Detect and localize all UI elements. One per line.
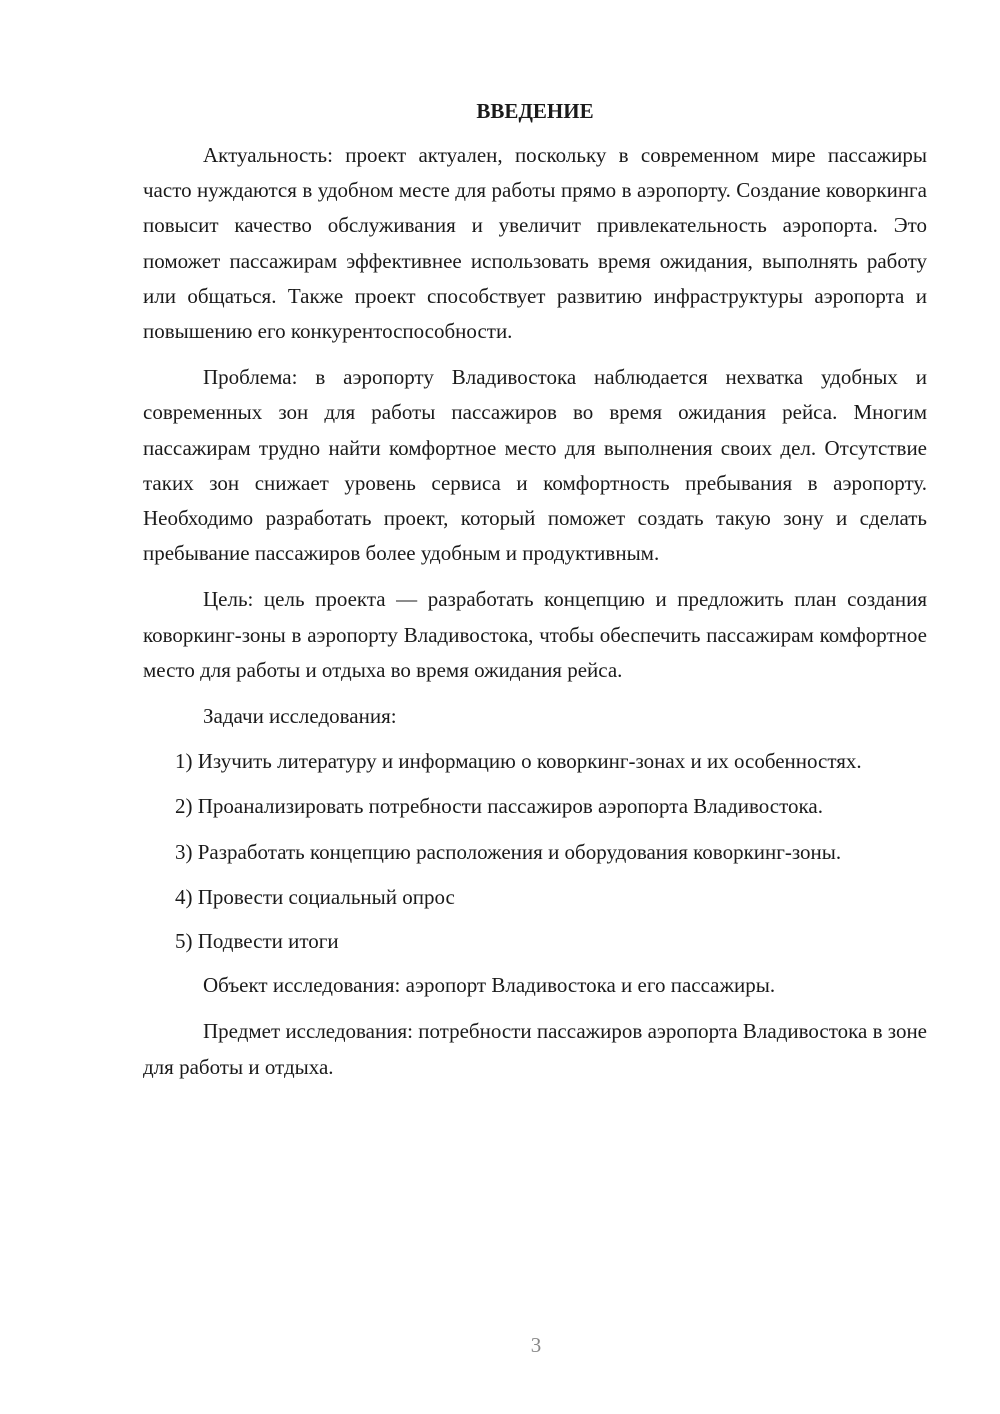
list-item: 5) Подвести итоги xyxy=(175,929,339,954)
document-page xyxy=(143,96,927,1096)
goal-paragraph: Цель: цель проекта — разработать концепцию и предложить план создания коворкинг-зоны в аэропорту Владивостока, чтобы обеспечить пассажирам комфортное место для работы и отдыха во время ожидания рейса. xyxy=(143,587,927,682)
list-item: 4) Провести социальный опрос xyxy=(175,884,455,909)
tasks-heading: Задачи исследования: xyxy=(203,704,397,729)
list-item: 1) Изучить литературу и информацию о коворкинг-зонах и их особенностях. xyxy=(175,749,862,774)
list-item: 2) Проанализировать потребности пассажиров аэропорта Владивостока. xyxy=(175,794,823,819)
section-title: ВВЕДЕНИЕ xyxy=(476,99,594,123)
subject-paragraph: Предмет исследования: потребности пассажиров аэропорта Владивостока в зоне для работы и отдыха. xyxy=(143,1019,927,1079)
problem-paragraph: Проблема: в аэропорту Владивостока наблюдается нехватка удобных и современных зон для работы пассажиров во время ожидания рейса. Многим пассажирам трудно найти комфортное место для выполнения своих дел. Отсутствие таких зон снижает уровень сервиса и комфортность пребывания в аэропорту. Необходимо разработать проект, который поможет создать такую зону и сделать пребывание пассажиров более удобным и продуктивным. xyxy=(143,365,927,566)
tasks-list xyxy=(143,744,927,959)
object-paragraph: Объект исследования: аэропорт Владивостока и его пассажиры. xyxy=(203,973,776,998)
list-item: 3) Разработать концепцию расположения и оборудования коворкинг-зоны. xyxy=(175,839,842,864)
relevance-paragraph: Актуальность: проект актуален, поскольку в современном мире пассажиры часто нуждаются в удобном месте для работы прямо в аэропорту. Создание коворкинга повысит качество обслуживания и увеличит привлекательность аэропорта. Это поможет пассажирам эффективнее использовать время ожидания, выполнять работу или общаться. Также проект способствует развитию инфраструктуры аэропорта и повышению его конкурентоспособности. xyxy=(143,143,927,344)
page-number: 3 xyxy=(530,1333,542,1357)
